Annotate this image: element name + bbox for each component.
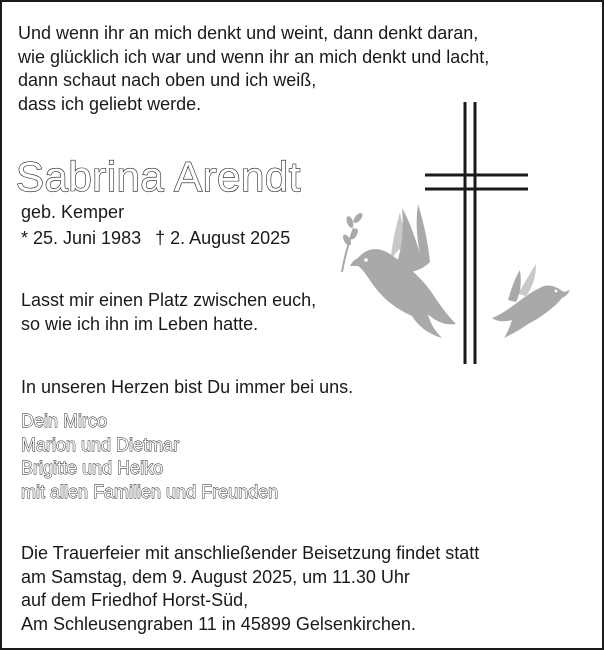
funeral-line: auf dem Friedhof Horst-Süd, [21,590,249,610]
poem-line: dann schaut nach oben und ich weiß, [18,70,317,90]
dove-icon [341,204,456,338]
funeral-details [21,542,479,636]
hearts-line: In unseren Herzen bist Du immer bei uns. [21,377,354,397]
verse-line: so wie ich ihn im Leben hatte. [21,313,259,334]
death-date: † 2. August 2025 [155,228,291,248]
poem-line: Und wenn ihr an mich denkt und weint, dann denkt daran, [18,23,479,43]
deceased-name: Sabrina Arendt [16,153,301,200]
farewell-verse [21,289,316,336]
dove-icon [492,264,570,338]
poem-line: dass ich geliebt werde. [18,93,202,114]
mourner: Dein Mirco [21,411,108,431]
verse-line: Lasst mir einen Platz zwischen euch, [21,290,317,310]
mourner: mit allen Familien und Freunden [21,481,279,502]
life-dates [21,227,290,251]
maiden-name: geb. Kemper [21,202,125,222]
mourners-list [21,410,278,504]
mourner: Brigitte und Heiko [21,458,164,478]
funeral-line: am Samstag, dem 9. August 2025, um 11.30 Uhr [21,566,410,587]
funeral-line: Die Trauerfeier mit anschließender Beisetzung findet statt [21,543,480,563]
poem-line: wie glücklich ich war und wenn ihr an mich denkt und lacht, [18,46,490,67]
mourner: Marion und Dietmar [21,434,180,455]
funeral-line: Am Schleusengraben 11 in 45899 Gelsenkirchen. [21,613,416,634]
memorial-artwork [332,94,582,374]
birth-date: * 25. Juni 1983 [21,228,142,248]
